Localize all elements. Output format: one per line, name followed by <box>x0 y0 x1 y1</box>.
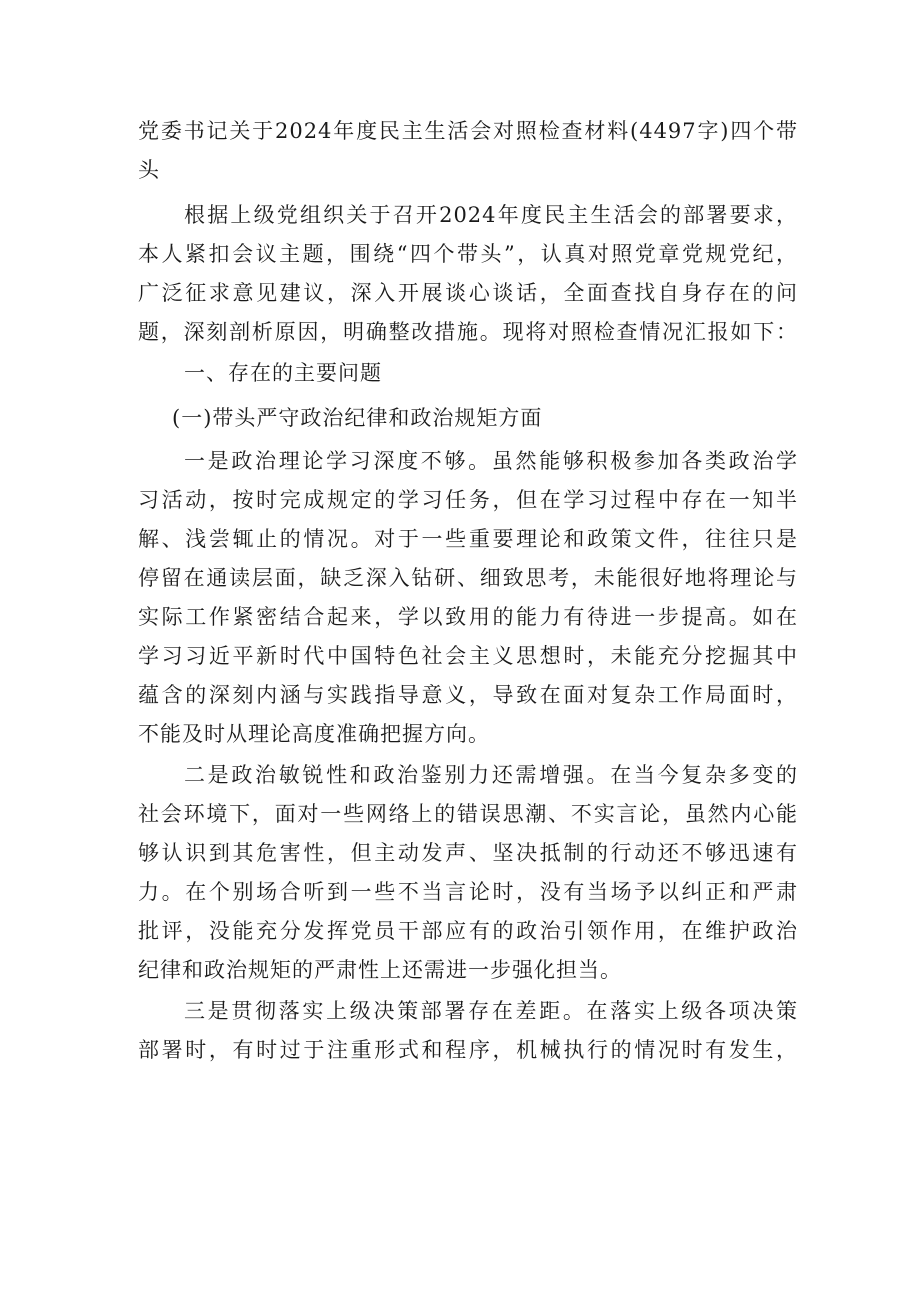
title-line: 头 <box>138 158 160 182</box>
text-line: 社会环境下，面对一些网络上的错误思潮、不实言论，虽然内心能 <box>138 802 798 826</box>
text-line: 本人紧扣会议主题，围绕“四个带头”，认真对照党章党规党纪， <box>138 242 798 266</box>
text-line: 够认识到其危害性，但主动发声、坚决抵制的行动还不够迅速有 <box>138 841 798 865</box>
body-paragraph <box>138 442 798 754</box>
body-paragraph <box>138 992 798 1070</box>
section-heading <box>138 354 798 393</box>
text-line: 学习习近平新时代中国特色社会主义思想时，未能充分挖掘其中 <box>138 644 798 668</box>
document-title <box>138 112 798 190</box>
body-paragraph <box>138 756 798 990</box>
text-line: 实际工作紧密结合起来，学以致用的能力有待进一步提高。如在 <box>138 605 798 629</box>
text-line: 解、浅尝辄止的情况。对于一些重要理论和政策文件，往往只是 <box>138 527 798 551</box>
text-line: 题，深刻剖析原因，明确整改措施。现将对照检查情况汇报如下： <box>138 320 798 344</box>
text-line: 力。在个别场合听到一些不当言论时，没有当场予以纠正和严肃 <box>138 880 798 904</box>
document-page <box>138 112 798 1070</box>
title-line: 党委书记关于2024年度民主生活会对照检查材料(4497字)四个带 <box>138 119 798 143</box>
text-line: 三是贯彻落实上级决策部署存在差距。在落实上级各项决策 <box>184 999 798 1023</box>
text-line: 一是政治理论学习深度不够。虽然能够积极参加各类政治学 <box>184 449 798 473</box>
intro-paragraph <box>138 196 798 352</box>
text-line: 二是政治敏锐性和政治鉴别力还需增强。在当今复杂多变的 <box>184 763 798 787</box>
text-line: 根据上级党组织关于召开2024年度民主生活会的部署要求， <box>184 203 798 227</box>
heading-line: (一)带头严守政治纪律和政治规矩方面 <box>172 406 543 430</box>
text-line: 批评，没能充分发挥党员干部应有的政治引领作用，在维护政治 <box>138 919 798 943</box>
subsection-heading <box>138 399 798 438</box>
text-line: 部署时，有时过于注重形式和程序，机械执行的情况时有发生， <box>138 1038 798 1062</box>
text-line: 不能及时从理论高度准确把握方向。 <box>138 722 490 746</box>
text-line: 纪律和政治规矩的严肃性上还需进一步强化担当。 <box>138 958 622 982</box>
text-line: 停留在通读层面，缺乏深入钻研、细致思考，未能很好地将理论与 <box>138 566 798 590</box>
text-line: 习活动，按时完成规定的学习任务，但在学习过程中存在一知半 <box>138 488 798 512</box>
heading-line: 一、存在的主要问题 <box>184 361 382 385</box>
text-line: 广泛征求意见建议，深入开展谈心谈话，全面查找自身存在的问 <box>138 281 798 305</box>
text-line: 蕴含的深刻内涵与实践指导意义，导致在面对复杂工作局面时， <box>138 683 798 707</box>
